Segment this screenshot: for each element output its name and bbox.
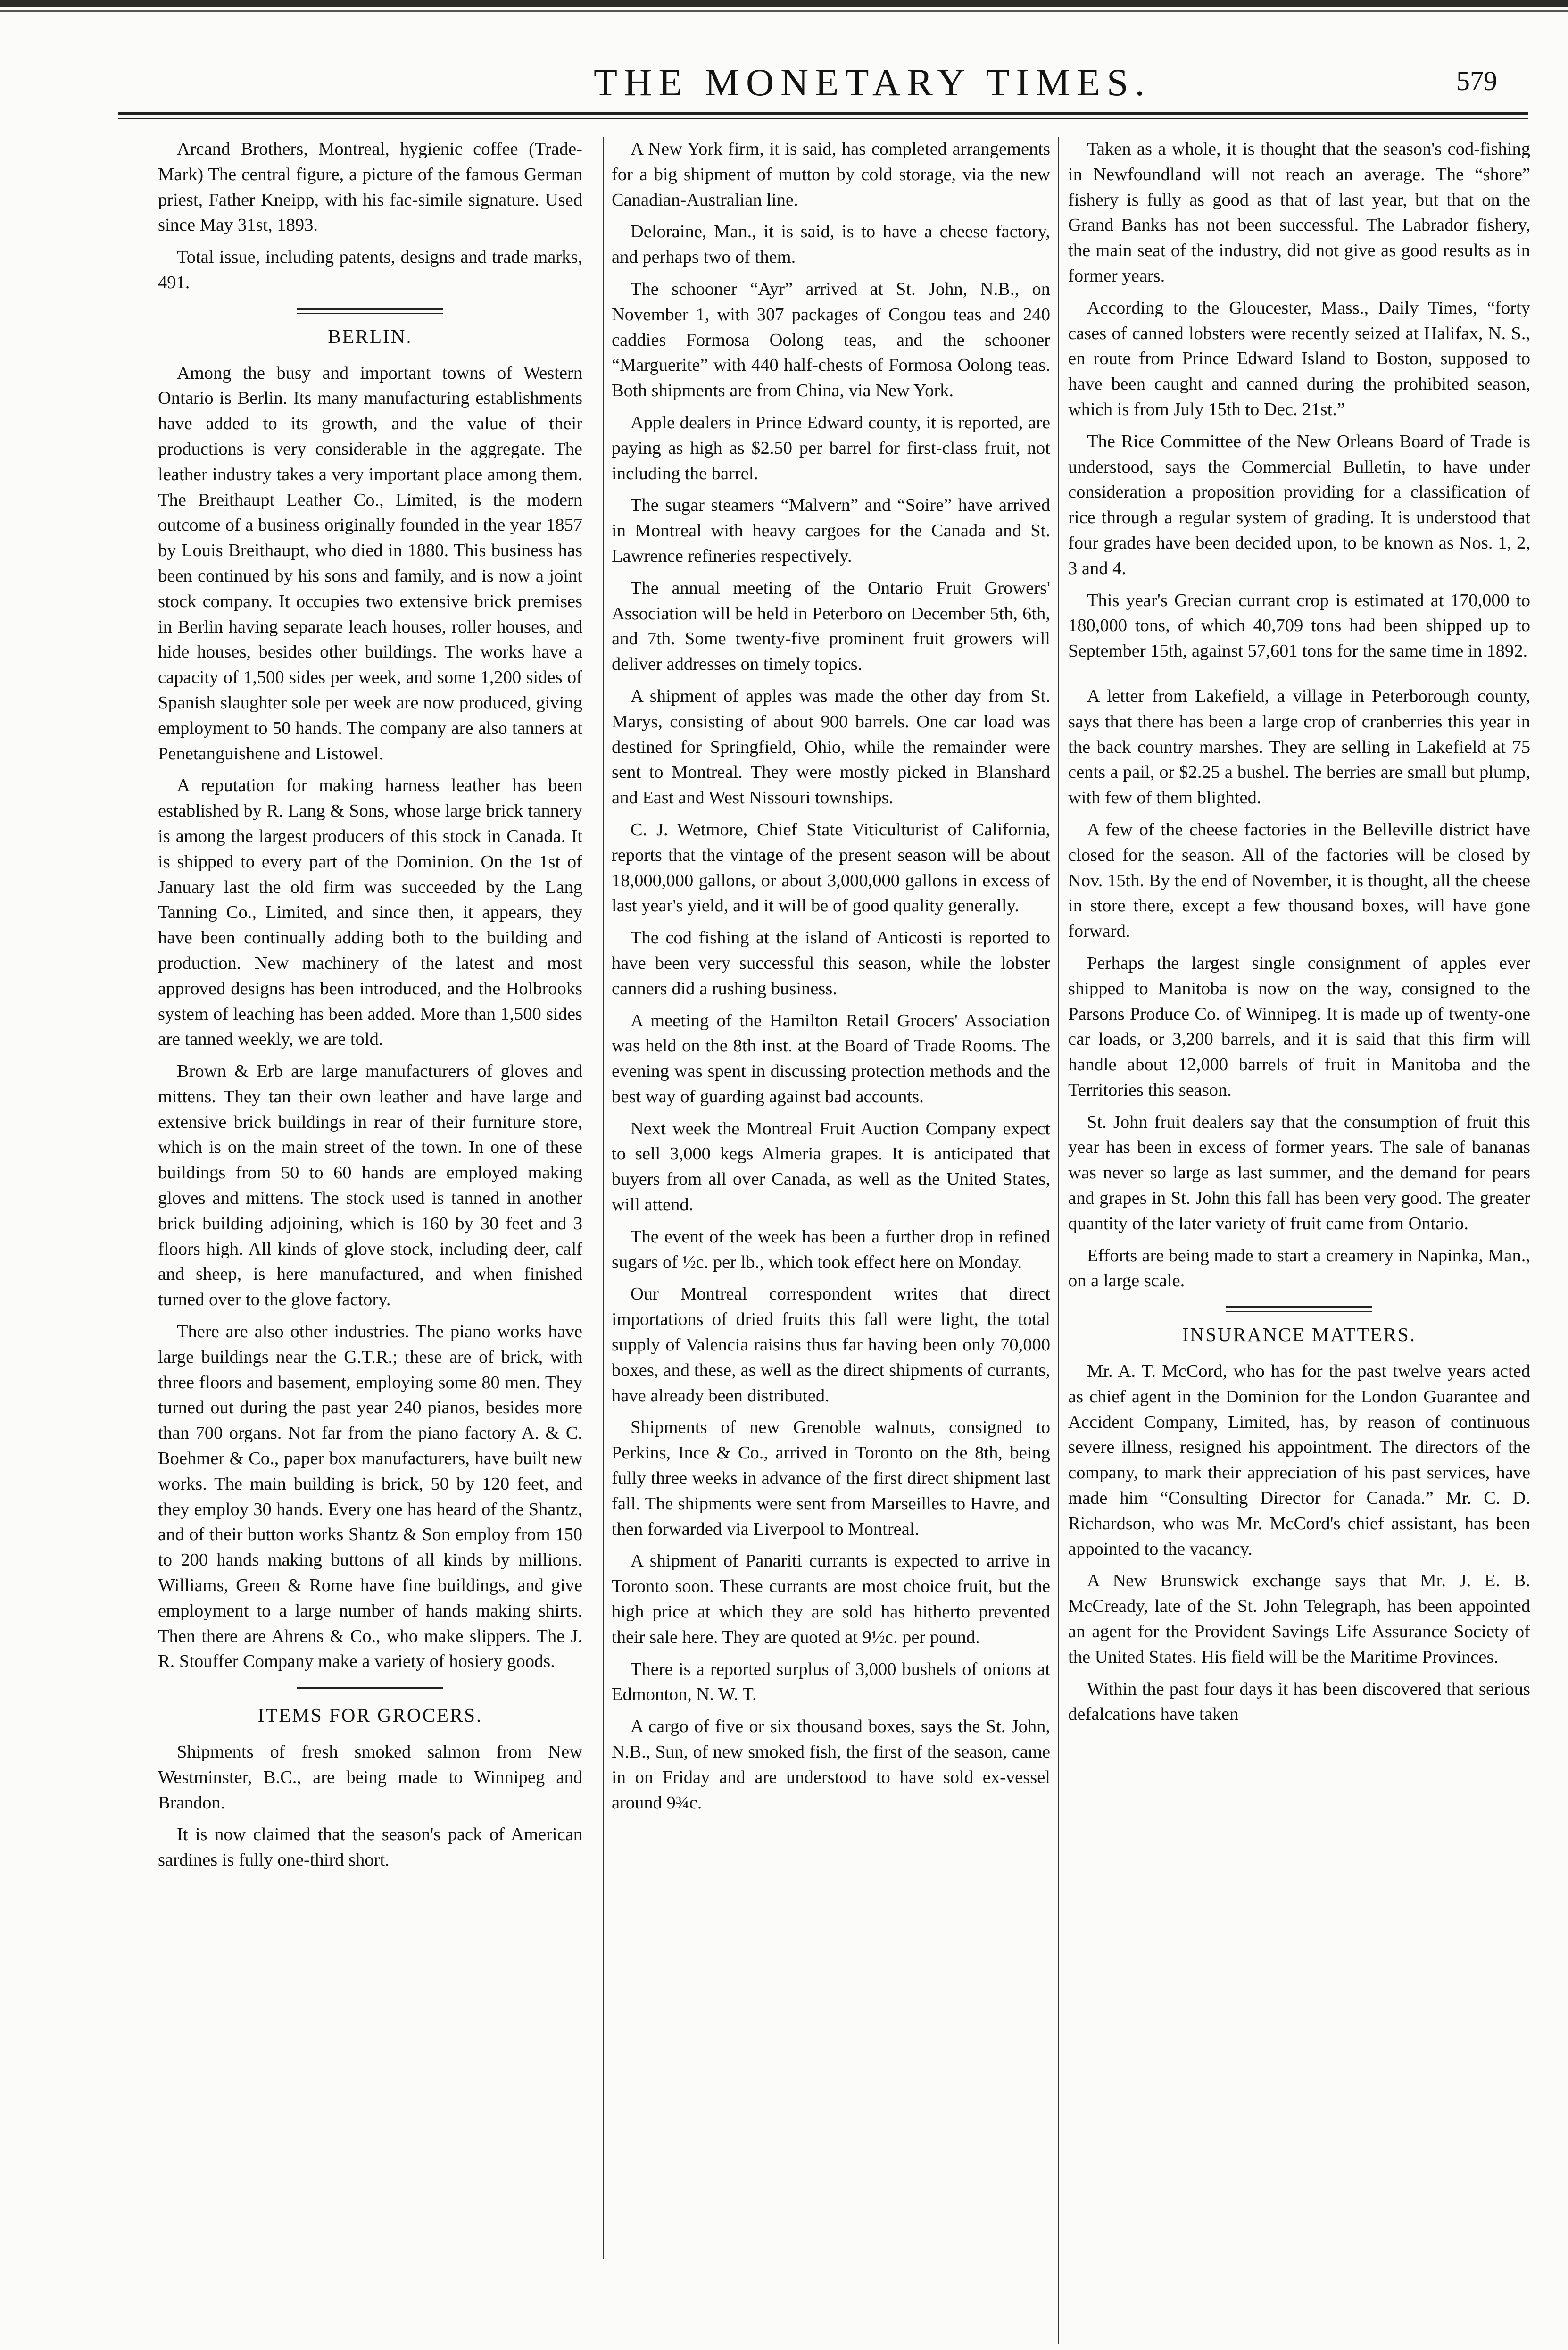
heading-items-for-grocers: ITEMS FOR GROCERS. (257, 1704, 483, 1726)
paragraph: Next week the Montreal Fruit Auction Company expect to sell 3,000 kegs Almeria grapes. It is anticipated that buyers from all over Canada, as well as the United States, will attend. (612, 1118, 1050, 1215)
paragraph: The event of the week has been a further drop in refined sugars of ½c. per lb., which took effect here on Monday. (612, 1226, 1050, 1272)
header-rule (118, 112, 1528, 119)
paragraph: There are also other industries. The piano works have large buildings near the G.T.R.; these are of brick, with three floors and basement, employing some 80 men. They turned out during the past year 240 pianos, besides more than 700 organs. Not far from the piano factory A. & C. Boehmer & Co., paper box manufacturers, have built new works. The main building is brick, 50 by 120 feet, and they employ 30 hands. Every one has heard of the Shantz, and of their button works Shantz & Son employ from 150 to 200 hands making buttons of all kinds by millions. Williams, Green & Rome have fine buildings, and give employment to a large number of hands making shirts. Then there are Ahrens & Co., who make slippers. The J. R. Stouffer Company make a variety of hosiery goods. (158, 1322, 582, 1672)
paragraph: The schooner “Ayr” arrived at St. John, N.B., on November 1, with 307 packages of Congou teas and 240 caddies Formosa Oolong teas, and the schooner “Marguerite” with 440 half-chests of Formosa Oolong teas. Both shipments are from China, via New York. (612, 279, 1050, 401)
paragraph: It is now claimed that the season's pack of American sardines is fully one-third short. (158, 1825, 582, 1870)
masthead-title: THE MONETARY TIMES. (594, 61, 1151, 104)
paragraph: Mr. A. T. McCord, who has for the past twelve years acted as chief agent in the Dominion for the London Guarantee and Accident Company, Limited, has, by reason of continuous severe illness, resigned his appointment. The directors of the company, to mark their appreciation of his past services, have made him “Consulting Director for Canada.” Mr. C. D. Richardson, who was Mr. McCord's chief assistant, has been appointed to the vacancy. (1068, 1361, 1530, 1559)
paragraph: A letter from Lakefield, a village in Peterborough county, says that there has been a large crop of cranberries this year in the back country marshes. They are selling in Lakefield at 75 cents a pail, or $2.25 a bushel. The berries are small but plump, with few of them blighted. (1068, 686, 1530, 808)
heading-insurance-matters: INSURANCE MATTERS. (1182, 1324, 1416, 1346)
paragraph: The cod fishing at the island of Anticosti is reported to have been very successful this season, while the lobster canners did a rushing business. (612, 928, 1050, 999)
heading-berlin: BERLIN. (328, 325, 413, 347)
paragraph: Among the busy and important towns of Western Ontario is Berlin. Its many manufacturing establishments have added to its growth, and the value of their productions is very considerable in the aggregate. The leather industry takes a very important place among them. The Breithaupt Leather Co., Limited, is the modern outcome of a business originally founded in the year 1857 by Louis Breithaupt, who died in 1880. This business has been continued by his sons and family, and is now a joint stock company. It occupies two extensive brick premises in Berlin having separate leach houses, roller houses, and hide houses, besides other buildings. The works have a capacity of 1,500 sides per week, and some 1,200 sides of Spanish slaughter sole per week are now produced, giving employment to 50 hands. The company are also tanners at Penetanguishene and Listowel. (158, 363, 582, 764)
paragraph: Total issue, including patents, designs and trade marks, 491. (158, 247, 582, 292)
page-number: 579 (1456, 66, 1497, 96)
paragraph: A New York firm, it is said, has completed arrangements for a big shipment of mutton by cold storage, via the new Canadian-Australian line. (612, 139, 1050, 210)
section-separator (297, 1687, 443, 1692)
paragraph: The Rice Committee of the New Orleans Board of Trade is understood, says the Commercial Bulletin, to have under consideration a proposition providing for a classification of rice through a regular system of grading. It is understood that four grades have been decided upon, to be known as Nos. 1, 2, 3 and 4. (1068, 431, 1530, 578)
section-separator (297, 308, 443, 314)
paragraph: Arcand Brothers, Montreal, hygienic coffee (Trade-Mark) The central figure, a picture of the famous German priest, Father Kneipp, with his fac-simile signature. Used since May 31st, 1893. (158, 139, 582, 235)
paragraph: Taken as a whole, it is thought that the season's cod-fishing in Newfoundland will not reach an average. The “shore” fishery is fully as good as that of last year, but that on the Grand Banks has not been successful. The Labrador fishery, the main seat of the industry, did not give as good results as in former years. (1068, 139, 1530, 286)
paragraph: The sugar steamers “Malvern” and “Soire” have arrived in Montreal with heavy cargoes for the Canada and St. Lawrence refineries respectively. (612, 495, 1050, 566)
paragraph: A few of the cheese factories in the Belleville district have closed for the season. All of the factories will be closed by Nov. 15th. By the end of November, it is thought, all the cheese in store there, except a few thousand boxes, will have gone forward. (1068, 819, 1530, 942)
paragraph: St. John fruit dealers say that the consumption of fruit this year has been in excess of former years. The sale of bananas was never so large as last summer, and the demand for pears and grapes in St. John this fall has been very good. The greater quantity of the later variety of fruit came from Ontario. (1068, 1112, 1530, 1233)
paragraph: The annual meeting of the Ontario Fruit Growers' Association will be held in Peterboro on December 5th, 6th, and 7th. Some twenty-five prominent fruit growers will deliver addresses on timely topics. (612, 578, 1050, 675)
paragraph: A reputation for making harness leather has been established by R. Lang & Sons, whose large brick tannery is among the largest producers of this stock in Canada. It is shipped to every part of the Dominion. On the 1st of January last the old firm was succeeded by the Lang Tanning Co., Limited, and since then, it appears, they have been continually adding both to the building and production. New machinery of the latest and most approved designs has been introduced, and the Holbrooks system of leaching has been added. More than 1,500 sides are tanned weekly, we are told. (158, 775, 582, 1050)
paragraph: A shipment of Panariti currants is expected to arrive in Toronto soon. These currants are most choice fruit, but the high price at which they are sold has hitherto prevented their sale here. They are quoted at 9½c. per pound. (612, 1551, 1050, 1647)
page-top-edge-line (0, 10, 1568, 12)
paragraph: Within the past four days it has been discovered that serious defalcations have taken (1068, 1679, 1530, 1725)
paragraph: According to the Gloucester, Mass., Daily Times, “forty cases of canned lobsters were recently seized at Halifax, N. S., en route from Prince Edward Island to Boston, supposed to have been caught and canned during the prohibited season, which is from July 15th to Dec. 21st.” (1068, 298, 1530, 419)
paragraph: Efforts are being made to start a creamery in Napinka, Man., on a large scale. (1068, 1245, 1530, 1291)
section-separator (1226, 1306, 1372, 1312)
paragraph: C. J. Wetmore, Chief State Viticulturist of California, reports that the vintage of the present season will be about 18,000,000 gallons, or about 3,000,000 gallons in excess of last year's yield, and it will be of good quality generally. (612, 819, 1050, 916)
column-2 (612, 137, 1050, 1822)
paragraph: Apple dealers in Prince Edward county, it is reported, are paying as high as $2.50 per barrel for first-class fruit, not including the barrel. (612, 412, 1050, 483)
paragraph: A meeting of the Hamilton Retail Grocers' Association was held on the 8th inst. at the Board of Trade Rooms. The evening was spent in discussing protection methods and the best way of guarding against bad accounts. (612, 1010, 1050, 1107)
column-3 (1068, 137, 1530, 1734)
column-divider-1 (603, 137, 604, 2259)
column-divider-2 (1058, 137, 1059, 2344)
paragraph: A shipment of apples was made the other day from St. Marys, consisting of about 900 barrels. One car load was destined for Springfield, Ohio, while the remainder were sent to Montreal. They were mostly picked in Blanshard and East and West Nissouri townships. (612, 686, 1050, 808)
paragraph: Shipments of fresh smoked salmon from New Westminster, B.C., are being made to Winnipeg and Brandon. (158, 1742, 582, 1813)
paragraph: There is a reported surplus of 3,000 bushels of onions at Edmonton, N. W. T. (612, 1659, 1050, 1705)
paragraph: Brown & Erb are large manufacturers of gloves and mittens. They tan their own leather and have large and extensive brick buildings in rear of their furniture store, which is on the main street of the town. In one of these buildings from 50 to 60 hands are employed making gloves and mittens. The stock used is tanned in another brick building adjoining, which is 160 by 30 feet and 3 floors high. All kinds of glove stock, including deer, calf and sheep, is here manufactured, and when finished turned over to the glove factory. (158, 1061, 582, 1310)
paragraph: A cargo of five or six thousand boxes, says the St. John, N.B., Sun, of new smoked fish, the first of the season, came in on Friday and are understood to have sold ex-vessel around 9¾c. (612, 1717, 1050, 1813)
paragraph: Perhaps the largest single consignment of apples ever shipped to Manitoba is now on the way, consigned to the Parsons Produce Co. of Winnipeg. It is made up of twenty-one car loads, or 3,200 barrels, and it is said that this firm will handle about 12,000 barrels of fruit in Manitoba and the Territories this season. (1068, 953, 1530, 1100)
page-top-edge (0, 0, 1568, 7)
paragraph: This year's Grecian currant crop is estimated at 170,000 to 180,000 tons, of which 40,709 tons had been shipped up to September 15th, against 57,601 tons for the same time in 1892. (1068, 590, 1530, 661)
paragraph: Our Montreal correspondent writes that direct importations of dried fruits this fall were light, the total supply of Valencia raisins thus far having been only 70,000 boxes, and these, as well as the direct shipments of currants, have already been distributed. (612, 1284, 1050, 1406)
column-1 (158, 137, 582, 1880)
paragraph: Shipments of new Grenoble walnuts, consigned to Perkins, Ince & Co., arrived in Toronto on the 8th, being fully three weeks in advance of the first direct shipment last fall. The shipments were sent from Marseilles to Havre, and then forwarded via Liverpool to Montreal. (612, 1417, 1050, 1539)
paragraph: Deloraine, Man., it is said, is to have a cheese factory, and perhaps two of them. (612, 222, 1050, 267)
paragraph: A New Brunswick exchange says that Mr. J. E. B. McCready, late of the St. John Telegraph, has been appointed an agent for the Provident Savings Life Assurance Society of the United States. His field will be the Maritime Provinces. (1068, 1571, 1530, 1667)
